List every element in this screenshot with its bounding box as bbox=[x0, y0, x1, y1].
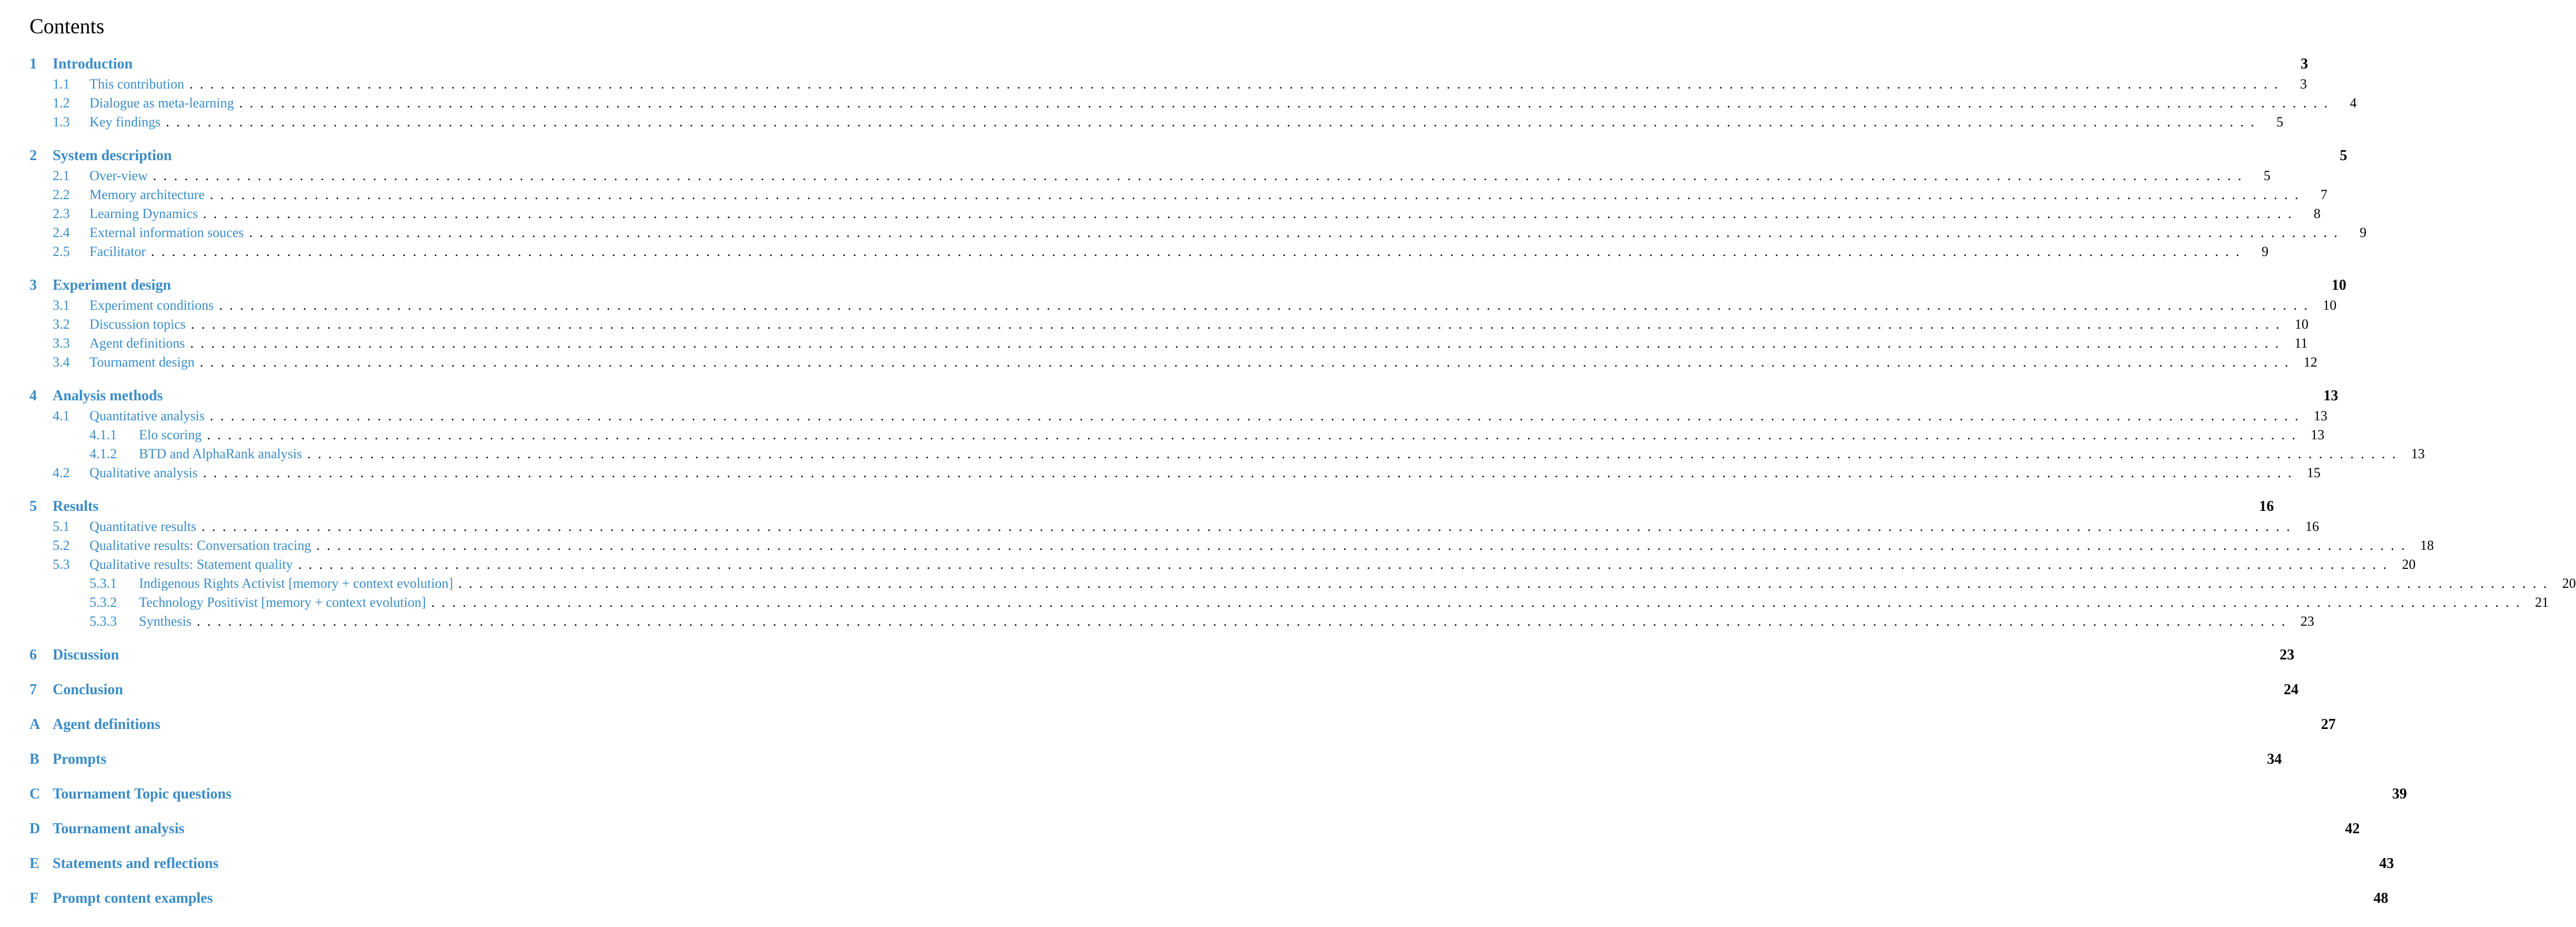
dot-leader: ........................................................................................................................................................................................................ bbox=[191, 317, 2286, 332]
entry-number[interactable]: 2 bbox=[29, 147, 37, 164]
dot-leader: ........................................................................................................................................................................................................ bbox=[458, 576, 2554, 591]
entry-page-number: 13 bbox=[2323, 388, 2339, 404]
entry-number[interactable]: 4.1.2 bbox=[89, 446, 117, 461]
toc-entry-sub[interactable] bbox=[29, 315, 2309, 334]
table-of-contents bbox=[29, 55, 2576, 909]
entry-page-number: 5 bbox=[2340, 147, 2348, 164]
entry-title-link[interactable]: Conclusion bbox=[53, 682, 123, 698]
entry-title-link[interactable]: Analysis methods bbox=[53, 388, 163, 404]
entry-page-number: 3 bbox=[2300, 76, 2307, 92]
toc-entry-subsub[interactable] bbox=[29, 612, 2314, 631]
dot-leader: ........................................................................................................................................................................................................ bbox=[431, 595, 2527, 610]
entry-title-link[interactable]: Quantitative analysis bbox=[89, 408, 205, 423]
entry-page-number: 18 bbox=[2420, 538, 2434, 553]
entry-number[interactable]: 1.2 bbox=[53, 95, 70, 111]
entry-page-number: 9 bbox=[2360, 225, 2367, 240]
entry-title-link[interactable]: Agent definitions bbox=[89, 336, 185, 351]
entry-page-number: 12 bbox=[2303, 354, 2318, 370]
entry-page-number: 9 bbox=[2261, 244, 2269, 259]
entry-page-number: 4 bbox=[2350, 95, 2357, 111]
entry-title-link[interactable]: Agent definitions bbox=[53, 716, 161, 733]
toc-entry-sec[interactable] bbox=[29, 715, 2336, 735]
entry-title-link[interactable]: Facilitator bbox=[89, 244, 146, 259]
entry-title-link[interactable]: Tournament design bbox=[89, 354, 195, 370]
entry-number[interactable]: F bbox=[29, 890, 39, 906]
toc-entry-sub[interactable] bbox=[29, 113, 2284, 132]
toc-entry-subsub[interactable] bbox=[29, 574, 2576, 593]
contents-heading: Contents bbox=[29, 14, 105, 38]
entry-page-number: 20 bbox=[2562, 576, 2576, 591]
dot-leader: ........................................................................................................................................................................................................ bbox=[210, 408, 2305, 423]
toc-entry-sec[interactable] bbox=[29, 750, 2282, 770]
toc-entry-sub[interactable] bbox=[29, 296, 2337, 315]
entry-number[interactable]: 3.4 bbox=[53, 354, 70, 370]
entry-page-number: 5 bbox=[2276, 114, 2284, 130]
entry-page-number: 3 bbox=[2300, 56, 2308, 72]
entry-title-link[interactable]: Qualitative results: Statement quality bbox=[89, 557, 293, 572]
entry-number[interactable]: B bbox=[29, 751, 39, 767]
dot-leader: ........................................................................................................................................................................................................ bbox=[153, 168, 2249, 183]
entry-title-link[interactable]: Dialogue as meta-learning bbox=[89, 95, 234, 111]
entry-number[interactable]: 4.2 bbox=[53, 465, 70, 480]
entry-number[interactable]: 2.3 bbox=[53, 206, 70, 221]
entry-title-link[interactable]: Statements and reflections bbox=[53, 855, 219, 872]
entry-title-link[interactable]: Tournament Topic questions bbox=[53, 786, 232, 802]
toc-entry-sub[interactable] bbox=[29, 75, 2307, 94]
entry-number[interactable]: 2.2 bbox=[53, 187, 70, 202]
entry-number[interactable]: D bbox=[29, 821, 41, 837]
toc-entry-subsub[interactable] bbox=[29, 445, 2425, 464]
entry-number[interactable]: 5.3.3 bbox=[89, 614, 117, 629]
toc-entry-sub[interactable] bbox=[29, 242, 2269, 261]
entry-page-number: 10 bbox=[2294, 317, 2309, 332]
entry-number[interactable]: 3 bbox=[29, 277, 37, 293]
entry-page-number: 7 bbox=[2320, 187, 2328, 202]
entry-title-link[interactable]: Over-view bbox=[89, 168, 148, 183]
dot-leader: ........................................................................................................................................................................................................ bbox=[201, 519, 2297, 534]
toc-entry-sec[interactable] bbox=[29, 387, 2339, 407]
entry-page-number: 23 bbox=[2300, 614, 2314, 629]
entry-page-number: 13 bbox=[2411, 446, 2425, 461]
entry-page-number: 42 bbox=[2345, 821, 2360, 837]
entry-page-number: 43 bbox=[2379, 855, 2394, 872]
toc-entry-sec[interactable] bbox=[29, 55, 2308, 75]
dot-leader: ........................................................................................................................................................................................................ bbox=[196, 614, 2292, 629]
toc-entry-sub[interactable] bbox=[29, 204, 2321, 223]
toc-entry-sec[interactable] bbox=[29, 646, 2295, 666]
entry-number[interactable]: 4.1 bbox=[53, 408, 70, 423]
entry-page-number: 11 bbox=[2294, 336, 2308, 351]
entry-title-link[interactable]: Results bbox=[53, 498, 99, 515]
entry-number[interactable]: 5 bbox=[29, 498, 37, 515]
toc-entry-sub[interactable] bbox=[29, 353, 2318, 372]
entry-title-link[interactable]: Key findings bbox=[89, 114, 161, 130]
entry-number[interactable]: 5.3.2 bbox=[89, 595, 117, 610]
entry-number[interactable]: 1 bbox=[29, 56, 37, 72]
toc-entry-sec[interactable] bbox=[29, 889, 2389, 909]
toc-entry-sub[interactable] bbox=[29, 166, 2271, 185]
entry-page-number: 34 bbox=[2267, 751, 2282, 767]
entry-title-link[interactable]: Learning Dynamics bbox=[89, 206, 198, 221]
toc-entry-sec[interactable] bbox=[29, 276, 2346, 296]
entry-number[interactable]: 3.2 bbox=[53, 317, 70, 332]
entry-title-link[interactable]: Experiment design bbox=[53, 277, 171, 293]
dot-leader: ........................................................................................................................................................................................................ bbox=[316, 538, 2412, 553]
entry-title-link[interactable]: Quantitative results bbox=[89, 519, 196, 534]
entry-page-number: 10 bbox=[2331, 277, 2346, 293]
toc-entry-sub[interactable] bbox=[29, 407, 2328, 426]
entry-title-link[interactable]: Elo scoring bbox=[139, 427, 202, 442]
entry-number[interactable]: 5.3.1 bbox=[89, 576, 117, 591]
dot-leader: ........................................................................................................................................................................................................ bbox=[203, 206, 2299, 221]
entry-number[interactable]: E bbox=[29, 855, 39, 872]
entry-number[interactable]: 3.1 bbox=[53, 298, 70, 313]
entry-number[interactable]: A bbox=[29, 716, 41, 733]
entry-number[interactable]: 7 bbox=[29, 682, 37, 698]
dot-leader: ........................................................................................................................................................................................................ bbox=[307, 446, 2403, 461]
entry-title-link[interactable]: External information souces bbox=[89, 225, 244, 240]
toc-entry-sec[interactable] bbox=[29, 497, 2274, 517]
toc-entry-sub[interactable] bbox=[29, 185, 2328, 204]
dot-leader: ........................................................................................................................................................................................................ bbox=[210, 187, 2305, 202]
dot-leader: ........................................................................................................................................................................................................ bbox=[200, 354, 2295, 370]
dot-leader: ........................................................................................................................................................................................................ bbox=[166, 114, 2262, 130]
entry-number[interactable]: 2.1 bbox=[53, 168, 70, 183]
entry-title-link[interactable]: Introduction bbox=[53, 56, 133, 72]
dot-leader: ........................................................................................................................................................................................................ bbox=[298, 557, 2394, 572]
entry-page-number: 39 bbox=[2392, 786, 2407, 802]
toc-entry-subsub[interactable] bbox=[29, 426, 2325, 445]
toc-entry-sub[interactable] bbox=[29, 94, 2357, 113]
entry-page-number: 27 bbox=[2321, 716, 2336, 733]
entry-number[interactable]: 2.5 bbox=[53, 244, 70, 259]
entry-number[interactable]: 5.3 bbox=[53, 557, 70, 572]
entry-title-link[interactable]: Prompt content examples bbox=[53, 890, 213, 906]
entry-page-number: 13 bbox=[2313, 408, 2328, 423]
entry-page-number: 21 bbox=[2535, 595, 2549, 610]
toc-entry-sub[interactable] bbox=[29, 464, 2321, 482]
toc-entry-sec[interactable] bbox=[29, 681, 2299, 701]
entry-page-number: 15 bbox=[2306, 465, 2321, 480]
toc-entry-subsub[interactable] bbox=[29, 593, 2549, 612]
dot-leader: ........................................................................................................................................................................................................ bbox=[190, 336, 2286, 351]
entry-page-number: 24 bbox=[2283, 682, 2299, 698]
toc-entry-sub[interactable] bbox=[29, 334, 2308, 353]
entry-title-link[interactable]: Prompts bbox=[53, 751, 107, 767]
entry-title-link[interactable]: Tournament analysis bbox=[53, 821, 185, 837]
entry-number[interactable]: 5.1 bbox=[53, 519, 70, 534]
entry-title-link[interactable]: Qualitative results: Conversation tracing bbox=[89, 538, 311, 553]
dot-leader: ........................................................................................................................................................................................................ bbox=[203, 465, 2299, 480]
entry-page-number: 23 bbox=[2280, 647, 2295, 663]
dot-leader: ........................................................................................................................................................................................................ bbox=[219, 298, 2315, 313]
entry-page-number: 5 bbox=[2263, 168, 2271, 183]
toc-entry-sec[interactable] bbox=[29, 854, 2394, 874]
entry-number[interactable]: 4 bbox=[29, 388, 37, 404]
entry-number[interactable]: 4.1.1 bbox=[89, 427, 117, 442]
entry-page-number: 16 bbox=[2305, 519, 2319, 534]
entry-title-link[interactable]: Synthesis bbox=[139, 614, 192, 629]
entry-number[interactable]: 3.3 bbox=[53, 336, 70, 351]
entry-number[interactable]: 1.1 bbox=[53, 76, 70, 92]
toc-entry-sub[interactable] bbox=[29, 536, 2434, 555]
entry-title-link[interactable]: Discussion bbox=[53, 647, 120, 663]
toc-entry-sec[interactable] bbox=[29, 820, 2360, 840]
entry-number[interactable]: C bbox=[29, 786, 41, 802]
entry-title-link[interactable]: Experiment conditions bbox=[89, 298, 214, 313]
entry-title-link[interactable]: Technology Positivist [memory + context evolution] bbox=[139, 595, 426, 610]
toc-entry-sub[interactable] bbox=[29, 555, 2416, 574]
entry-page-number: 13 bbox=[2311, 427, 2325, 442]
dot-leader: ........................................................................................................................................................................................................ bbox=[151, 244, 2246, 259]
entry-number[interactable]: 1.3 bbox=[53, 114, 70, 130]
entry-title-link[interactable]: Discussion topics bbox=[89, 317, 186, 332]
entry-title-link[interactable]: BTD and AlphaRank analysis bbox=[139, 446, 302, 461]
dot-leader: ........................................................................................................................................................................................................ bbox=[207, 427, 2303, 442]
toc-entry-sub[interactable] bbox=[29, 517, 2319, 536]
entry-number[interactable]: 6 bbox=[29, 647, 37, 663]
entry-title-link[interactable]: Memory architecture bbox=[89, 187, 205, 202]
entry-title-link[interactable]: Qualitative analysis bbox=[89, 465, 198, 480]
entry-page-number: 16 bbox=[2259, 498, 2274, 515]
entry-number[interactable]: 5.2 bbox=[53, 538, 70, 553]
entry-page-number: 48 bbox=[2373, 890, 2389, 906]
entry-title-link[interactable]: Indigenous Rights Activist [memory + context evolution] bbox=[139, 576, 453, 591]
dot-leader: ........................................................................................................................................................................................................ bbox=[249, 225, 2345, 240]
entry-page-number: 20 bbox=[2402, 557, 2416, 572]
entry-page-number: 8 bbox=[2313, 206, 2321, 221]
dot-leader: ........................................................................................................................................................................................................ bbox=[189, 76, 2285, 92]
entry-page-number: 10 bbox=[2323, 298, 2337, 313]
toc-entry-sub[interactable] bbox=[29, 223, 2367, 242]
dot-leader: ........................................................................................................................................................................................................ bbox=[239, 95, 2335, 111]
entry-title-link[interactable]: System description bbox=[53, 147, 172, 164]
toc-entry-sec[interactable] bbox=[29, 785, 2407, 805]
entry-title-link[interactable]: This contribution bbox=[89, 76, 184, 92]
toc-entry-sec[interactable] bbox=[29, 146, 2348, 166]
entry-number[interactable]: 2.4 bbox=[53, 225, 70, 240]
